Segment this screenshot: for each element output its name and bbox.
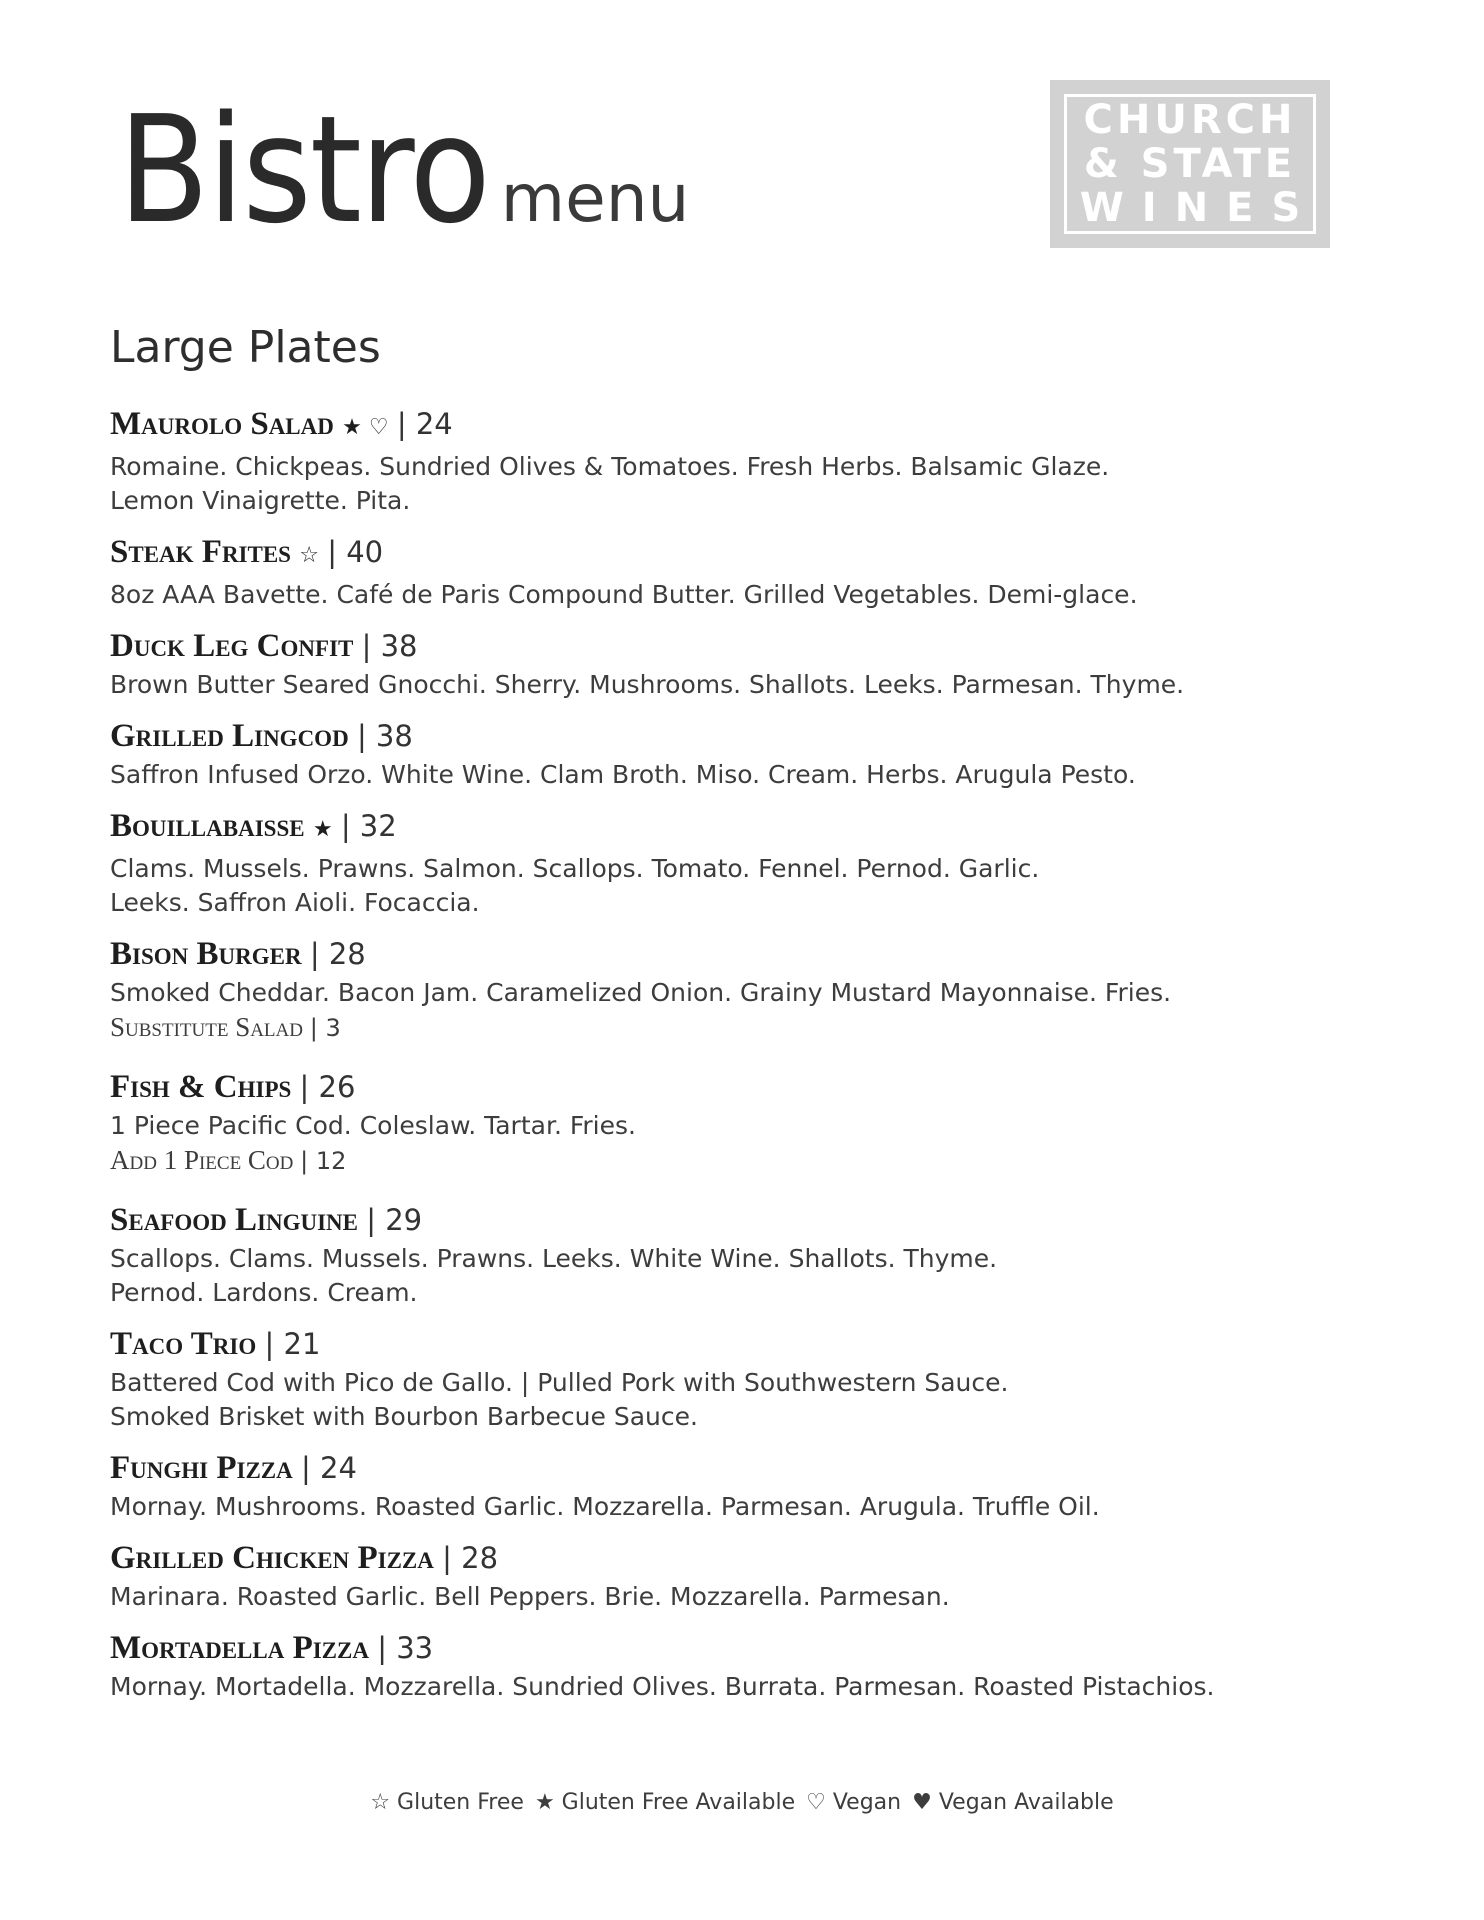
menu-item-description: 8oz AAA Bavette. Café de Paris Compound Butter. Grilled Vegetables. Demi-glace. — [110, 580, 1138, 609]
menu-item-description: Clams. Mussels. Prawns. Salmon. Scallops. Tomato. Fennel. Pernod. Garlic. — [110, 854, 1040, 883]
logo-line-church: CHURCH — [1083, 97, 1297, 143]
menu-title — [118, 84, 690, 256]
menu-item-name: Steak Frites — [110, 534, 291, 570]
menu-item-heading — [110, 804, 1370, 852]
addon-label: Add 1 Piece Cod — [110, 1145, 294, 1175]
menu-item-description: Smoked Brisket with Bourbon Barbecue Sauce. — [110, 1402, 698, 1431]
menu-item-heading — [110, 1065, 1370, 1109]
menu-item-heading — [110, 1626, 1370, 1670]
menu-item-name: Bison Burger — [110, 936, 302, 972]
title-menu: menu — [500, 160, 690, 237]
menu-item-price: | 32 — [340, 809, 397, 843]
menu-item-description: Pernod. Lardons. Cream. — [110, 1278, 418, 1307]
menu-item-description: Lemon Vinaigrette. Pita. — [110, 486, 411, 515]
dietary-legend — [0, 1790, 1484, 1815]
legend-gluten-free-available: ★ Gluten Free Available — [534, 1790, 796, 1815]
section-title: Large Plates — [110, 322, 381, 373]
menu-item-price: | 26 — [299, 1070, 356, 1104]
menu-item-name: Funghi Pizza — [110, 1450, 293, 1486]
menu-item-description: Scallops. Clams. Mussels. Prawns. Leeks. White Wine. Shallots. Thyme. — [110, 1244, 998, 1273]
menu-item-name: Maurolo Salad — [110, 406, 334, 442]
title-bistro: Bistro — [118, 84, 489, 256]
menu-item-name: Seafood Linguine — [110, 1202, 358, 1238]
menu-item-price: | 38 — [356, 719, 413, 753]
menu-item — [110, 932, 1370, 1045]
menu-item-description: Romaine. Chickpeas. Sundried Olives & Tomatoes. Fresh Herbs. Balsamic Glaze. — [110, 452, 1110, 481]
menu-item-description: Mornay. Mushrooms. Roasted Garlic. Mozzarella. Parmesan. Arugula. Truffle Oil. — [110, 1492, 1100, 1521]
dietary-symbols: ☆ — [299, 543, 319, 568]
addon-price: | 12 — [300, 1147, 347, 1175]
menu-items-list — [110, 402, 1370, 1716]
menu-item-price: | 24 — [396, 407, 453, 441]
menu-item — [110, 1626, 1370, 1704]
menu-item-price: | 24 — [301, 1451, 357, 1485]
menu-item-name: Grilled Chicken Pizza — [110, 1540, 434, 1576]
menu-item-description: 1 Piece Pacific Cod. Coleslaw. Tartar. Fries. — [110, 1111, 636, 1140]
menu-item-description: Leeks. Saffron Aioli. Focaccia. — [110, 888, 480, 917]
menu-item-heading — [110, 530, 1370, 578]
menu-item — [110, 530, 1370, 612]
menu-item-name: Fish & Chips — [110, 1069, 292, 1105]
menu-item-price: | 21 — [264, 1327, 321, 1361]
menu-item-heading — [110, 1322, 1370, 1366]
menu-item-price: | 40 — [327, 535, 384, 569]
legend-vegan-available: ♥ Vegan Available — [912, 1790, 1114, 1815]
addon-label: Substitute Salad — [110, 1012, 303, 1042]
menu-item-heading — [110, 1198, 1370, 1242]
addon-price: | 3 — [309, 1014, 341, 1042]
menu-item-description: Smoked Cheddar. Bacon Jam. Caramelized Onion. Grainy Mustard Mayonnaise. Fries. — [110, 978, 1172, 1007]
menu-item-heading — [110, 714, 1370, 758]
logo-line-wines: WINES — [1079, 185, 1319, 231]
menu-item-heading — [110, 1536, 1370, 1580]
menu-item-price: | 28 — [309, 937, 366, 971]
menu-item — [110, 1198, 1370, 1310]
menu-item-description: Saffron Infused Orzo. White Wine. Clam Broth. Miso. Cream. Herbs. Arugula Pesto. — [110, 760, 1136, 789]
menu-item-description: Brown Butter Seared Gnocchi. Sherry. Mushrooms. Shallots. Leeks. Parmesan. Thyme. — [110, 670, 1185, 699]
logo-line-state: & STATE — [1083, 141, 1297, 187]
menu-item-name: Mortadella Pizza — [110, 1630, 369, 1666]
menu-item-addon — [110, 1010, 1370, 1045]
menu-item — [110, 1536, 1370, 1614]
dietary-symbols: ★ — [312, 817, 333, 842]
menu-item — [110, 1322, 1370, 1434]
menu-item-description: Mornay. Mortadella. Mozzarella. Sundried Olives. Burrata. Parmesan. Roasted Pistachios. — [110, 1672, 1215, 1701]
dietary-symbols: ★ ♡ — [342, 415, 389, 440]
menu-item — [110, 402, 1370, 518]
menu-item-price: | 38 — [361, 629, 418, 663]
menu-item-name: Taco Trio — [110, 1326, 257, 1362]
menu-item-heading — [110, 624, 1370, 668]
menu-item-addon — [110, 1143, 1370, 1178]
logo-frame — [1064, 94, 1319, 234]
menu-item — [110, 1446, 1370, 1524]
menu-item-price: | 29 — [366, 1203, 423, 1237]
menu-item — [110, 624, 1370, 702]
menu-item-description: Marinara. Roasted Garlic. Bell Peppers. Brie. Mozzarella. Parmesan. — [110, 1582, 950, 1611]
menu-item-name: Bouillabaisse — [110, 808, 305, 844]
menu-item — [110, 714, 1370, 792]
menu-item — [110, 1065, 1370, 1178]
legend-gluten-free: ☆ Gluten Free — [370, 1790, 524, 1815]
menu-item-heading — [110, 1446, 1370, 1490]
menu-item-name: Duck Leg Confit — [110, 628, 354, 664]
menu-item-price: | 28 — [442, 1541, 499, 1575]
menu-item-price: | 33 — [377, 1631, 434, 1665]
menu-item — [110, 804, 1370, 920]
menu-item-description: Battered Cod with Pico de Gallo. | Pulled Pork with Southwestern Sauce. — [110, 1368, 1009, 1397]
menu-item-name: Grilled Lingcod — [110, 718, 349, 754]
legend-vegan: ♡ Vegan — [806, 1790, 902, 1815]
menu-item-heading — [110, 932, 1370, 976]
menu-item-heading — [110, 402, 1370, 450]
church-state-wines-logo — [1050, 80, 1330, 248]
